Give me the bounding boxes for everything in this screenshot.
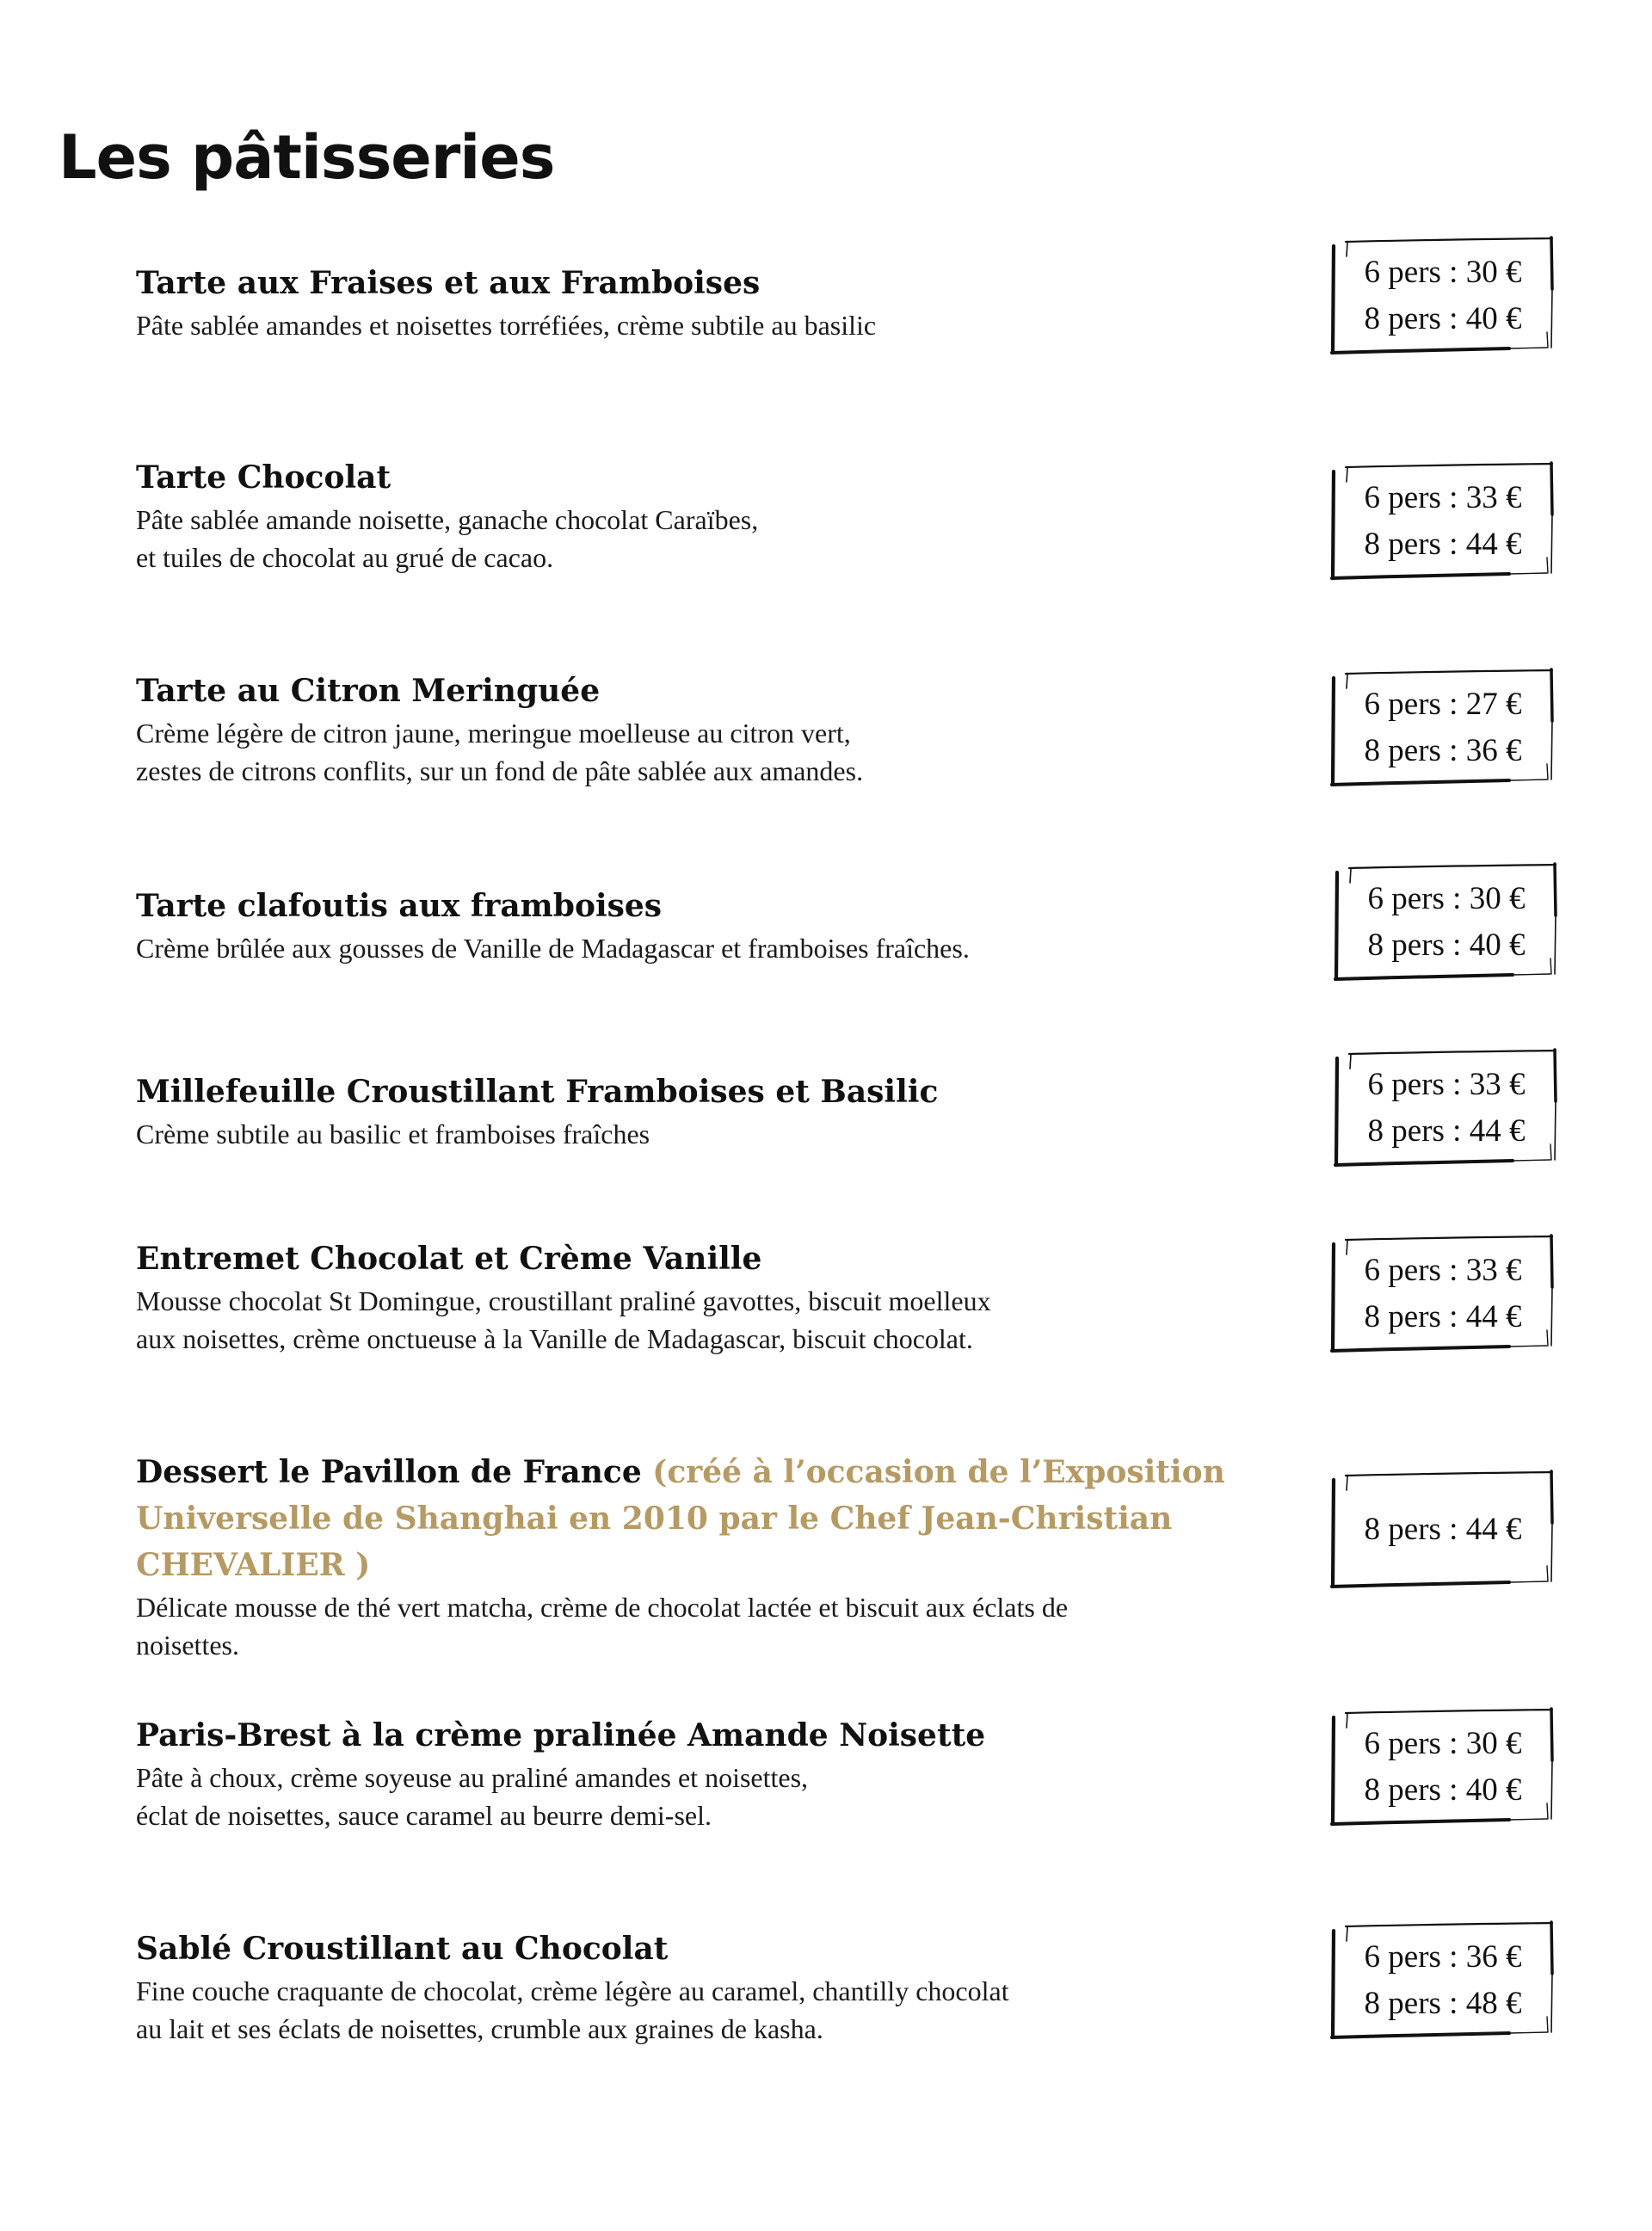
price-box: [1332, 463, 1554, 580]
price-line: 6 pers : 33 €: [1367, 1067, 1526, 1102]
menu-item-description: [136, 1972, 1280, 2048]
description-line: zestes de citrons conflits, sur un fond de pâte sablée aux amandes.: [136, 755, 864, 786]
menu-item-title: Tarte aux Fraises et aux Framboises: [136, 265, 761, 301]
menu-item-title: Tarte Chocolat: [136, 459, 391, 496]
menu-item-text: [136, 260, 1280, 344]
price-list: [1332, 463, 1554, 580]
description-line: Mousse chocolat St Domingue, croustillant praliné gavottes, biscuit moelleux: [136, 1285, 991, 1316]
page-title: Les pâtisseries: [59, 122, 555, 193]
menu-item-text: [136, 668, 1280, 790]
menu-item-title: Sablé Croustillant au Chocolat: [136, 1931, 669, 1967]
menu-item-title: Tarte au Citron Meringuée: [136, 673, 601, 709]
price-line: 8 pers : 36 €: [1364, 733, 1522, 768]
menu-item-description: [136, 1588, 1280, 1664]
menu-item-name: [136, 260, 1280, 306]
description-line: et tuiles de chocolat au grué de cacao.: [136, 542, 554, 573]
menu-item-description: [136, 501, 1280, 576]
description-line: Crème subtile au basilic et framboises fraîches: [136, 1119, 650, 1149]
price-list: [1332, 1471, 1554, 1588]
menu-item-title: Dessert le Pavillon de France: [136, 1454, 642, 1490]
price-box: [1332, 669, 1554, 786]
price-line: 6 pers : 33 €: [1364, 1253, 1522, 1288]
menu-item-title: Millefeuille Croustillant Framboises et Basilic: [136, 1074, 939, 1110]
price-list: [1335, 1050, 1557, 1167]
menu-item-text: [136, 1069, 1280, 1153]
menu-item-note: (créé à l’occasion de l’Exposition Universelle de Shanghai en 2010 par le Chef Jean-Christian CHEVALIER ): [136, 1454, 1225, 1583]
price-line: 6 pers : 36 €: [1364, 1939, 1522, 1975]
description-line: Pâte à choux, crème soyeuse au praliné amandes et noisettes,: [136, 1762, 809, 1793]
menu-item-name: [136, 1236, 1280, 1282]
menu-item-text: [136, 1236, 1280, 1358]
menu-item-title: Paris-Brest à la crème pralinée Amande Noisette: [136, 1717, 986, 1753]
price-box: [1332, 1471, 1554, 1588]
price-list: [1332, 669, 1554, 786]
menu-item-text: [136, 454, 1280, 576]
menu-item-text: [136, 1926, 1280, 2048]
menu-item-name: [136, 1449, 1280, 1588]
price-line: 8 pers : 48 €: [1364, 1986, 1522, 2021]
price-box: [1335, 1050, 1557, 1167]
price-box: [1332, 1236, 1554, 1353]
price-line: 6 pers : 30 €: [1364, 255, 1522, 290]
description-line: aux noisettes, crème onctueuse à la Vanille de Madagascar, biscuit chocolat.: [136, 1323, 973, 1354]
price-line: 6 pers : 30 €: [1367, 881, 1526, 916]
description-line: Crème brûlée aux gousses de Vanille de Madagascar et framboises fraîches.: [136, 933, 970, 964]
price-line: 6 pers : 27 €: [1364, 687, 1522, 722]
price-box: [1332, 1709, 1554, 1826]
description-line: Délicate mousse de thé vert matcha, crème de chocolat lactée et biscuit aux éclats de: [136, 1592, 1069, 1623]
description-line: au lait et ses éclats de noisettes, crumble aux graines de kasha.: [136, 2013, 823, 2044]
menu-item-description: [136, 714, 1280, 790]
price-line: 8 pers : 44 €: [1367, 1113, 1526, 1149]
menu-item-description: [136, 1759, 1280, 1834]
menu-item-name: [136, 1712, 1280, 1759]
menu-item-description: [136, 306, 1280, 344]
description-line: Pâte sablée amande noisette, ganache chocolat Caraïbes,: [136, 504, 759, 535]
price-line: 8 pers : 44 €: [1364, 527, 1522, 562]
menu-item-name: [136, 1926, 1280, 1972]
menu-item-name: [136, 883, 1280, 929]
price-list: [1332, 1922, 1554, 2039]
description-line: Pâte sablée amandes et noisettes torréfiées, crème subtile au basilic: [136, 310, 877, 341]
price-list: [1332, 1709, 1554, 1826]
price-box: [1332, 1922, 1554, 2039]
description-line: Fine couche craquante de chocolat, crème légère au caramel, chantilly chocolat: [136, 1975, 1009, 2006]
description-line: éclat de noisettes, sauce caramel au beurre demi-sel.: [136, 1800, 712, 1831]
price-line: 8 pers : 44 €: [1364, 1512, 1522, 1547]
price-line: 8 pers : 40 €: [1367, 928, 1526, 963]
menu-item-text: [136, 1449, 1280, 1664]
menu-item-description: [136, 929, 1280, 967]
menu-item-name: [136, 1069, 1280, 1115]
menu-item-name: [136, 668, 1280, 714]
price-list: [1335, 864, 1557, 981]
menu-item-description: [136, 1282, 1280, 1358]
price-line: 6 pers : 33 €: [1364, 480, 1522, 515]
menu-item-text: [136, 1712, 1280, 1834]
menu-item-description: [136, 1115, 1280, 1153]
menu-item-title: Tarte clafoutis aux framboises: [136, 888, 663, 924]
price-line: 8 pers : 40 €: [1364, 301, 1522, 336]
price-list: [1332, 1236, 1554, 1353]
description-line: Crème légère de citron jaune, meringue moelleuse au citron vert,: [136, 718, 851, 749]
menu-item-title: Entremet Chocolat et Crème Vanille: [136, 1241, 762, 1277]
menu-item-name: [136, 454, 1280, 501]
price-line: 6 pers : 30 €: [1364, 1726, 1522, 1761]
price-box: [1332, 237, 1554, 354]
description-line: noisettes.: [136, 1630, 239, 1661]
price-box: [1335, 864, 1557, 981]
menu-item-text: [136, 883, 1280, 967]
price-line: 8 pers : 44 €: [1364, 1299, 1522, 1334]
price-list: [1332, 237, 1554, 354]
price-line: 8 pers : 40 €: [1364, 1772, 1522, 1808]
